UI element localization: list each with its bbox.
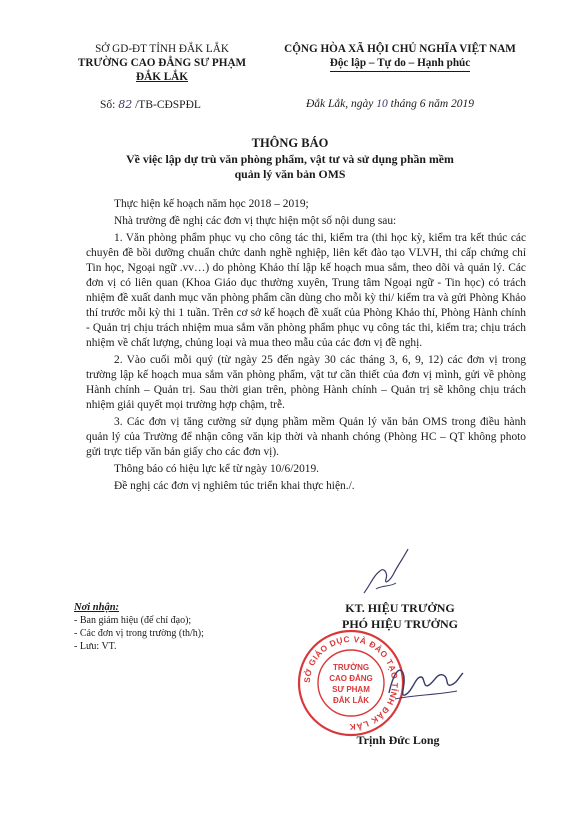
handwritten-initial bbox=[360, 545, 410, 600]
doc-number-prefix: Số: bbox=[100, 99, 116, 111]
doc-number-handwritten: 82 bbox=[118, 98, 133, 111]
recipient-item: - Các đơn vị trong trường (th/h); bbox=[74, 628, 204, 639]
recipients-block bbox=[74, 601, 204, 653]
document-subtitle-line2: quản lý văn bản OMS bbox=[234, 167, 346, 181]
body-paragraph-3: 1. Văn phòng phẩm phục vụ cho công tác thi, kiểm tra (thi học kỳ, kiểm tra kết thúc các chuyên đề bồi dưỡng chuẩn chức danh nghề nghiệp, liên kết đào tạo VLVH, thi cấp chứng chỉ Tin học, Ngoại ngữ .vv…) do phòng Khảo thí lập kế hoạch mua sắm, theo dõi và quản lý. Các đơn vị có liên quan (Khoa Giáo dục thường xuyên, Trung tâm Ngoại ngữ - Tin học) có trách nhiệm đề xuất danh mục văn phòng phẩm cần dùng cho mỗi kỳ thi/ kiểm tra và gửi Phòng Khảo thí trước mỗi kỳ thi 1 tuần. Trên cơ sở kế hoạch đề xuất của Phòng Khảo thí, Phòng Hành chính - Quản trị chịu trách nhiệm mua sắm văn phòng phẩm phục vụ công tác thi, kiểm tra; chịu trách nhiệm về chất lượng, chủng loại và mua theo mẫu của các đơn vị đề nghị. bbox=[86, 232, 526, 349]
national-motto: Độc lập – Tự do – Hạnh phúc bbox=[330, 56, 471, 72]
document-date bbox=[306, 98, 474, 110]
issuer-header bbox=[62, 42, 262, 84]
national-title: CỘNG HÒA XÃ HỘI CHỦ NGHĨA VIỆT NAM bbox=[284, 43, 516, 55]
body-paragraph-6: Thông báo có hiệu lực kể từ ngày 10/6/2019. bbox=[114, 463, 319, 475]
body-paragraph-1: Thực hiện kế hoạch năm học 2018 – 2019; bbox=[114, 198, 309, 210]
seal-center-line: SƯ PHẠM bbox=[332, 685, 370, 694]
seal-ring-text: SỞ GIÁO DỤC VÀ ĐÀO TẠO TỈNH ĐẮK LẮK bbox=[301, 633, 401, 733]
body-paragraph-2: Nhà trường đề nghị các đơn vị thực hiện một số nội dung sau: bbox=[114, 215, 397, 227]
document-subtitle-line1: Về việc lập dự trù văn phòng phẩm, vật tư và sử dụng phần mềm bbox=[126, 152, 454, 166]
national-header bbox=[270, 42, 530, 72]
seal-center-line: CAO ĐẲNG bbox=[329, 674, 373, 683]
doc-date-before: Đắk Lắk, ngày bbox=[306, 98, 374, 110]
body-paragraph-7: Đề nghị các đơn vị nghiêm túc triển khai thực hiện./. bbox=[114, 480, 355, 492]
seal-center-line: ĐẮK LẮK bbox=[333, 696, 369, 705]
doc-date-day: 10 bbox=[376, 98, 388, 110]
doc-date-after: tháng 6 năm 2019 bbox=[390, 98, 475, 110]
signature-title-line1: KT. HIỆU TRƯỞNG bbox=[345, 601, 455, 615]
body-paragraph-5: 3. Các đơn vị tăng cường sử dụng phầm mềm Quản lý văn bản OMS trong điều hành quản lý của Trường để nhận công văn kịp thời và nhanh chóng (Phòng HC – QT không photo gửi trực tiếp văn bản giấy cho các đơn vị). bbox=[86, 416, 526, 458]
doc-number-suffix: /TB-CĐSPĐL bbox=[135, 99, 201, 111]
document-title: THÔNG BÁO bbox=[251, 136, 329, 150]
issuer-province: ĐẮK LẮK bbox=[136, 71, 188, 83]
document-body bbox=[86, 197, 526, 496]
issuer-school: TRƯỜNG CAO ĐẲNG SƯ PHẠM bbox=[77, 57, 247, 69]
signer-name: Trịnh Đức Long bbox=[356, 733, 440, 747]
signature-title-line2: PHÓ HIỆU TRƯỞNG bbox=[341, 617, 458, 631]
recipient-item: - Lưu: VT. bbox=[74, 641, 117, 652]
body-paragraph-4: 2. Vào cuối mỗi quý (từ ngày 25 đến ngày 30 các tháng 3, 6, 9, 12) các đơn vị trong trường lập kế hoạch mua sắm văn phòng phẩm, vật tư cần thiết của đơn vị mình, gửi về phòng Hành chính – Quản trị. Sau thời gian trên, phòng Hành chính – Quản trị sẽ không chịu trách nhiệm giải quyết mọi trường hợp chậm, trễ. bbox=[86, 354, 526, 411]
issuer-department: SỞ GD-ĐT TỈNH ĐẮK LẮK bbox=[95, 43, 229, 55]
recipient-item: - Ban giám hiệu (để chỉ đạo); bbox=[74, 615, 192, 626]
handwritten-signature bbox=[385, 655, 465, 705]
document-number bbox=[100, 98, 201, 111]
recipients-title: Nơi nhận: bbox=[74, 602, 120, 613]
seal-center-line: TRƯỜNG bbox=[332, 663, 370, 672]
